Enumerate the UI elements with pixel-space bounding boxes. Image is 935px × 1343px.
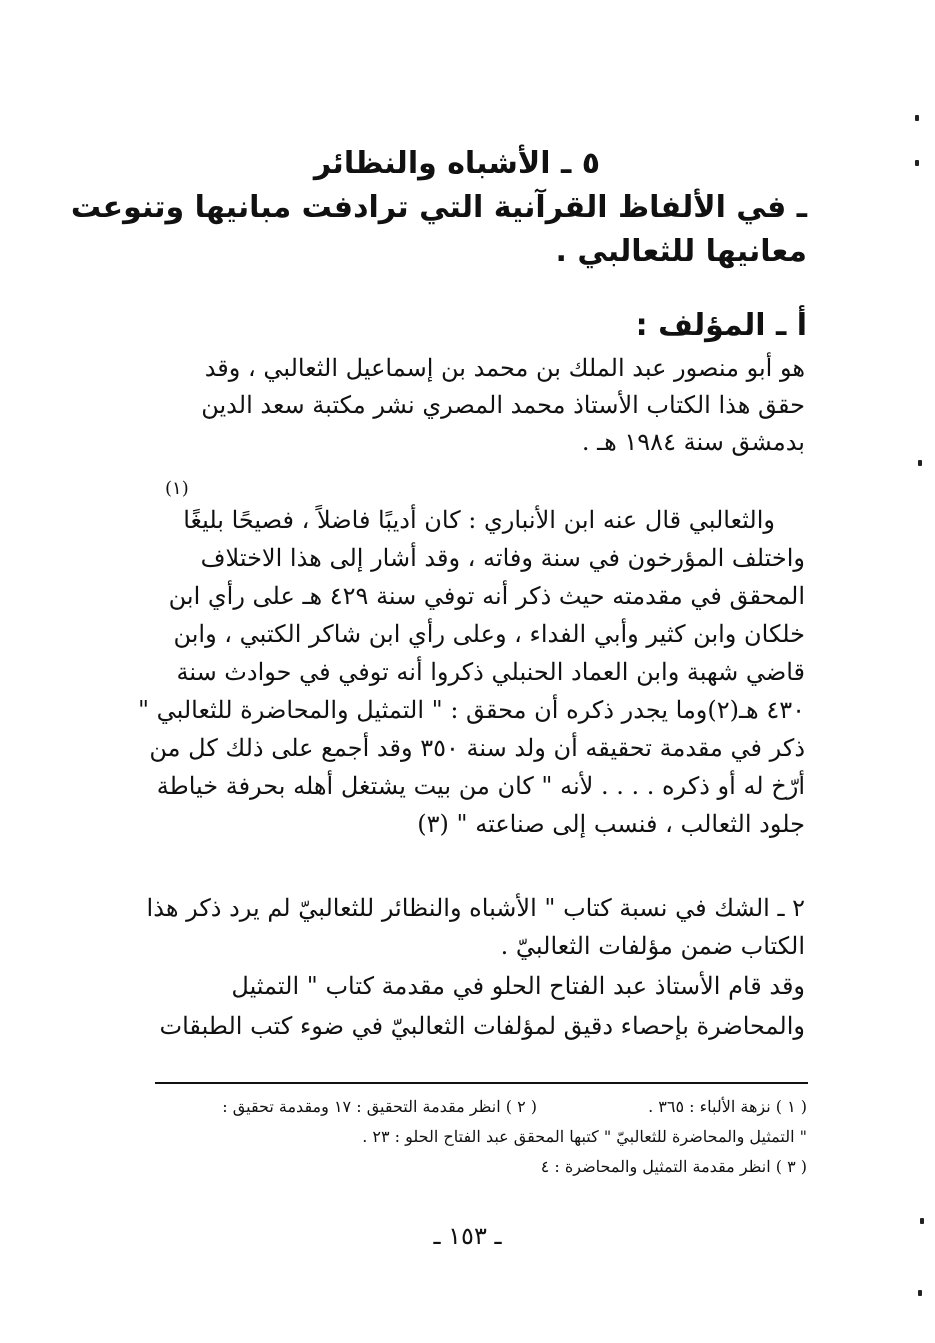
scan-speck — [918, 460, 922, 466]
paragraph2-line: قاضي شهبة وابن العماد الحنبلي ذكروا أنه توفي في حوادث سنة — [176, 658, 805, 686]
footnote-divider — [155, 1082, 808, 1084]
paragraph2-line: ٤٣٠ هـ(٢)وما يجدر ذكره أن محقق : " التمثيل والمحاضرة للثعالبي " — [137, 696, 805, 724]
paragraph2-line: خلكان وابن كثير وأبي الفداء ، وعلى رأي ابن شاكر الكتبي ، وابن — [173, 620, 805, 648]
section-heading: أ ـ المؤلف : — [635, 308, 807, 343]
paragraph3-line: ٢ ـ الشك في نسبة كتاب " الأشباه والنظائر للثعالبيّ لم يرد ذكر هذا — [146, 894, 805, 922]
footnote-3: ( ٣ ) انظر مقدمة التمثيل والمحاضرة : ٤ — [540, 1157, 807, 1176]
footnote-2: ( ٢ ) انظر مقدمة التحقيق : ١٧ ومقدمة تحقيق : — [222, 1097, 537, 1116]
paragraph3-line: والمحاضرة بإحصاء دقيق لمؤلفات الثعالبيّ في ضوء كتب الطبقات — [159, 1012, 805, 1040]
scan-speck — [915, 160, 919, 166]
scan-speck — [915, 115, 919, 121]
title-line-3: معانيها للثعالبي . — [555, 234, 807, 269]
footnote-1: ( ١ ) نزهة الألباء : ٣٦٥ . — [648, 1097, 807, 1116]
paragraph2-line: المحقق في مقدمته حيث ذكر أنه توفي سنة ٤٢٩ هـ على رأي ابن — [168, 582, 805, 610]
paragraph1-line: بدمشق سنة ١٩٨٤ هـ . — [581, 428, 805, 456]
footnote-2-continuation: " التمثيل والمحاضرة للثعالبيّ " كتبها المحقق عبد الفتاح الحلو : ٢٣ . — [362, 1127, 807, 1146]
scan-speck — [920, 1218, 924, 1224]
paragraph3-line: وقد قام الأستاذ عبد الفتاح الحلو في مقدمة كتاب " التمثيل — [231, 972, 805, 1000]
paragraph1-line: هو أبو منصور عبد الملك بن محمد بن إسماعيل الثعالبي ، وقد — [204, 354, 805, 382]
paragraph2-line: جلود الثعالب ، فنسب إلى صناعته " (٣) — [417, 810, 805, 838]
scan-speck — [918, 1290, 922, 1296]
paragraph2-line: أرّخ له أو ذكره . . . . لأنه " كان من بيت يشتغل أهله بحرفة خياطة — [156, 772, 805, 800]
paragraph1-line: حقق هذا الكتاب الأستاذ محمد المصري نشر مكتبة سعد الدين — [201, 391, 805, 419]
footnote-marker-1: (١) — [165, 478, 189, 499]
paragraph2-line: والثعالبي قال عنه ابن الأنباري : كان أديبًا فاضلاً ، فصيحًا بليغًا — [183, 506, 775, 534]
paragraph3-line: الكتاب ضمن مؤلفات الثعالبيّ . — [500, 932, 805, 960]
title-line-2: ـ في الألفاظ القرآنية التي ترادفت مبانيها وتنوعت — [70, 190, 807, 225]
title-line-1: ٥ ـ الأشباه والنظائر — [313, 146, 600, 181]
paragraph2-line: واختلف المؤرخون في سنة وفاته ، وقد أشار إلى هذا الاختلاف — [200, 544, 805, 572]
paragraph2-line: ذكر في مقدمة تحقيقه أن ولد سنة ٣٥٠ وقد أجمع على ذلك كل من — [149, 734, 805, 762]
page-number: ـ ١٥٣ ـ — [433, 1222, 502, 1250]
